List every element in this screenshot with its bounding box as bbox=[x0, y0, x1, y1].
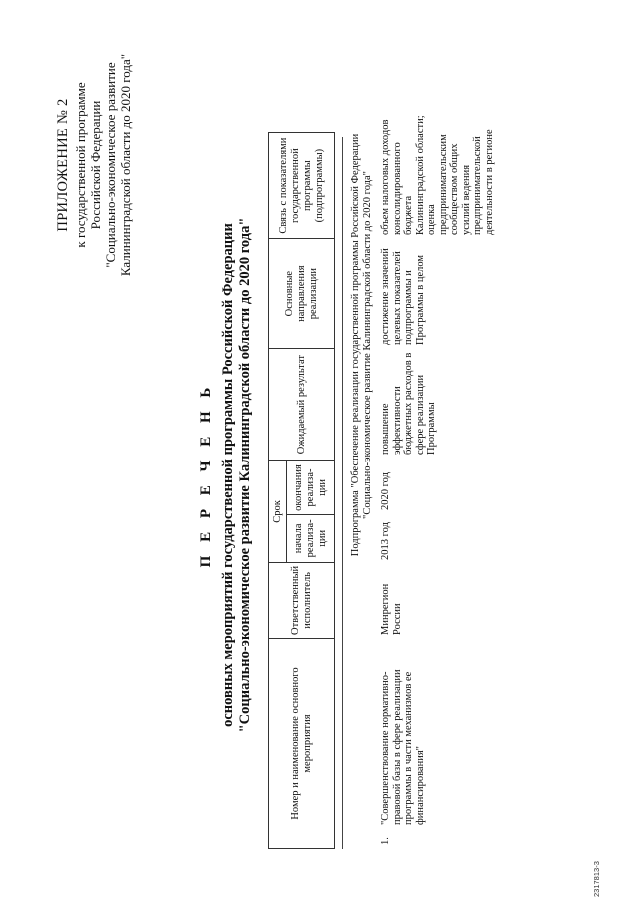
appendix-line: "Социально-экономическое развитие bbox=[103, 62, 118, 268]
title-line: основных мероприятий государственной программы Российской Федерации bbox=[220, 223, 236, 727]
header-directions: Основные направления реализации bbox=[269, 239, 335, 349]
row-end: 2020 год bbox=[380, 472, 391, 510]
subprogram-line: Подпрограмма "Обеспечение реализации государственной программы Российской Федерации bbox=[350, 133, 361, 557]
appendix-line: Калининградской области до 2020 года" bbox=[118, 53, 133, 277]
document-number: 2317813-3 bbox=[592, 861, 601, 897]
row-directions: достижение значений целевых показателей подпрограммы и Программы в целом bbox=[380, 248, 426, 345]
header-result: Ожидаемый результат bbox=[269, 349, 335, 461]
header-start: начала реализа-ции bbox=[287, 514, 335, 562]
title-line: "Социально-экономическое развитие Калининградской области до 2020 года" bbox=[237, 217, 253, 733]
row-executor: Минрегион России bbox=[380, 583, 403, 635]
subprogram-line: "Социально-экономическое развитие Калининградской области до 2020 года" bbox=[362, 171, 373, 519]
table-header bbox=[268, 132, 335, 849]
title-perechen: П Е Р Е Ч Е Н Ь bbox=[198, 382, 214, 568]
row-start: 2013 год bbox=[380, 522, 391, 560]
row-name: "Совершенствование нормативно-правовой базы в сфере реализации программы в части механизмов ее финансирования" bbox=[380, 669, 426, 825]
header-link: Связь с показателями государственной программы (подпрограммы) bbox=[269, 133, 335, 239]
table-rule bbox=[342, 137, 343, 849]
row-number: 1. bbox=[380, 837, 391, 845]
header-term: Срок bbox=[269, 461, 287, 563]
appendix-line: к государственной программе bbox=[73, 82, 88, 248]
header-executor: Ответственный исполнитель bbox=[269, 562, 335, 638]
appendix-heading: ПРИЛОЖЕНИЕ № 2 bbox=[55, 98, 71, 232]
appendix-line: Российской Федерации bbox=[88, 100, 103, 230]
header-number-name: Номер и наименование основного мероприятия bbox=[269, 639, 335, 849]
document-title bbox=[198, 195, 254, 755]
subprogram-heading bbox=[350, 65, 374, 625]
row-link: объем налоговых доходов консолидированного бюджета Калининградской области; оценка предпринимательским сообществом общих усилий ведения предпринимательской деятельности в регионе bbox=[380, 115, 495, 235]
row-result: повышение эффективности бюджетных расходов в сфере реализации Программы bbox=[380, 352, 437, 455]
appendix-block bbox=[56, 25, 133, 305]
header-end: окончания реализа-ции bbox=[287, 461, 335, 515]
